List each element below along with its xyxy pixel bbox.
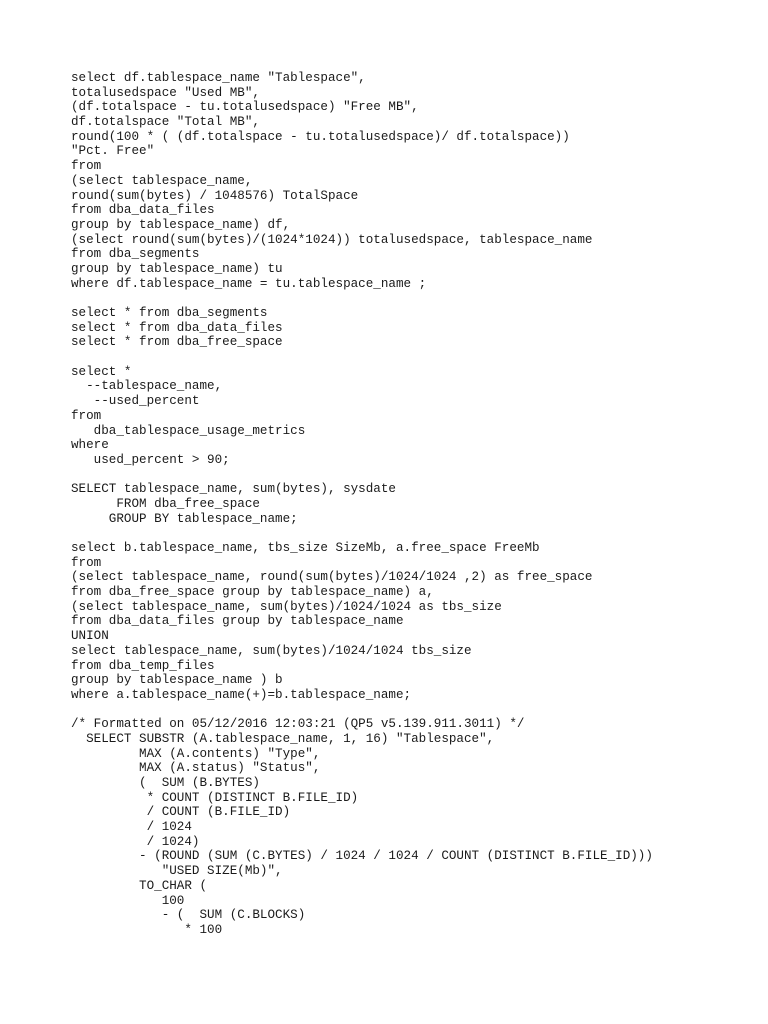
sql-line: select * from dba_free_space xyxy=(71,335,283,350)
sql-line: / COUNT (B.FILE_ID) xyxy=(71,805,291,820)
sql-line: select tablespace_name, sum(bytes)/1024/1024 tbs_size xyxy=(71,643,472,658)
sql-line: "Pct. Free" xyxy=(71,144,155,159)
sql-line: MAX (A.status) "Status", xyxy=(71,761,321,776)
sql-line: /* Formatted on 05/12/2016 12:03:21 (QP5 v5.139.911.3011) */ xyxy=(71,717,525,732)
sql-line: select * from dba_data_files xyxy=(71,320,283,335)
sql-line: group by tablespace_name ) b xyxy=(71,673,283,688)
sql-line: (select tablespace_name, sum(bytes)/1024/1024 as tbs_size xyxy=(71,599,502,614)
sql-line: select * from dba_segments xyxy=(71,306,268,320)
sql-line: from xyxy=(71,408,102,423)
sql-block xyxy=(71,71,751,291)
sql-line: / 1024 xyxy=(71,820,192,835)
sql-line: totalusedspace "Used MB", xyxy=(71,85,260,100)
sql-line: FROM dba_free_space xyxy=(71,496,260,511)
sql-line: from dba_free_space group by tablespace_name) a, xyxy=(71,585,434,600)
sql-line: "USED SIZE(Mb)", xyxy=(71,864,283,879)
sql-line: select b.tablespace_name, tbs_size SizeMb, a.free_space FreeMb xyxy=(71,541,540,555)
sql-line: --tablespace_name, xyxy=(71,379,223,394)
sql-block xyxy=(71,306,751,350)
sql-block xyxy=(71,717,751,937)
document-page xyxy=(71,71,751,952)
sql-line: (select tablespace_name, round(sum(bytes)/1024/1024 ,2) as free_space xyxy=(71,570,593,585)
sql-line: TO_CHAR ( xyxy=(71,878,208,893)
sql-line: (select round(sum(bytes)/(1024*1024)) totalusedspace, tablespace_name xyxy=(71,232,593,247)
sql-line: - (ROUND (SUM (C.BYTES) / 1024 / 1024 / COUNT (DISTINCT B.FILE_ID))) xyxy=(71,849,653,864)
sql-line: --used_percent xyxy=(71,394,200,409)
sql-line: 100 xyxy=(71,893,185,908)
sql-line: where xyxy=(71,438,109,453)
sql-line: (select tablespace_name, xyxy=(71,173,253,188)
sql-line: from xyxy=(71,159,102,174)
sql-line: from dba_data_files xyxy=(71,203,215,218)
sql-line: GROUP BY tablespace_name; xyxy=(71,511,298,526)
sql-line: - ( SUM (C.BLOCKS) xyxy=(71,908,306,923)
sql-line: round(100 * ( (df.totalspace - tu.totalusedspace)/ df.totalspace)) xyxy=(71,129,570,144)
sql-line: round(sum(bytes) / 1048576) TotalSpace xyxy=(71,188,359,203)
sql-line: (df.totalspace - tu.totalusedspace) "Free MB", xyxy=(71,100,419,115)
sql-line: SELECT SUBSTR (A.tablespace_name, 1, 16) "Tablespace", xyxy=(71,731,495,746)
sql-line: * 100 xyxy=(71,922,223,937)
sql-block xyxy=(71,541,751,703)
sql-block xyxy=(71,482,751,526)
sql-line: SELECT tablespace_name, sum(bytes), sysdate xyxy=(71,482,396,497)
sql-line: select df.tablespace_name "Tablespace", xyxy=(71,71,366,85)
sql-line: select * xyxy=(71,364,132,379)
sql-line: * COUNT (DISTINCT B.FILE_ID) xyxy=(71,790,359,805)
sql-line: dba_tablespace_usage_metrics xyxy=(71,423,306,438)
sql-line: from dba_temp_files xyxy=(71,658,215,673)
sql-line: / 1024) xyxy=(71,834,200,849)
sql-line: used_percent > 90; xyxy=(71,452,230,467)
sql-line: MAX (A.contents) "Type", xyxy=(71,746,321,761)
sql-line: group by tablespace_name) tu xyxy=(71,261,283,276)
sql-block xyxy=(71,365,751,468)
sql-line: from xyxy=(71,555,102,570)
sql-line: df.totalspace "Total MB", xyxy=(71,115,260,130)
sql-line: ( SUM (B.BYTES) xyxy=(71,776,260,790)
sql-line: where df.tablespace_name = tu.tablespace_name ; xyxy=(71,276,427,291)
sql-line: where a.tablespace_name(+)=b.tablespace_name; xyxy=(71,687,412,702)
sql-line: from dba_segments xyxy=(71,247,200,262)
sql-line: group by tablespace_name) df, xyxy=(71,217,291,232)
sql-line: from dba_data_files group by tablespace_name xyxy=(71,614,404,629)
sql-line: UNION xyxy=(71,629,109,644)
